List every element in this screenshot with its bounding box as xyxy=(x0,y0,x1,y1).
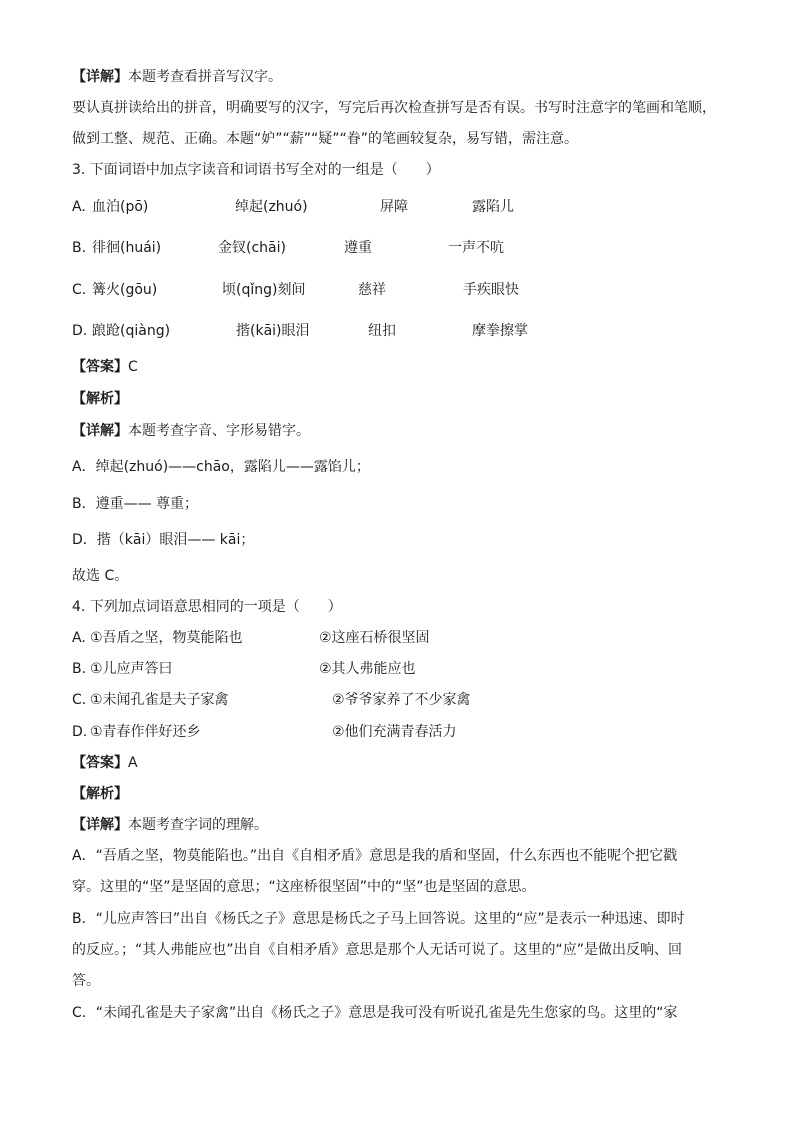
option-first: ①吾盾之坚，物莫能陷也 xyxy=(90,630,243,646)
option-item: 踉跄(qiàng) xyxy=(92,323,171,339)
detail-text: 本题考查字词的理解。 xyxy=(128,817,268,833)
detail-text: 本题考查字音、字形易错字。 xyxy=(128,423,310,439)
q3-stem: 3. 下面词语中加点字读音和词语书写全对的一组是（ ） xyxy=(72,162,440,178)
option-item: 金钗(chāi) xyxy=(218,240,286,256)
option-first: ①未闻孔雀是夫子家禽 xyxy=(90,692,229,708)
option-first: ①儿应声答曰 xyxy=(90,661,173,677)
option-item: 遵重 xyxy=(344,240,372,256)
q2-detail-line xyxy=(72,67,282,87)
q2-detail-text: 本题考查看拼音写汉字。 xyxy=(128,69,282,85)
option-first: ①青春作伴好还乡 xyxy=(90,724,201,740)
option-item: 纽扣 xyxy=(368,323,396,339)
option-item: 徘徊(huái) xyxy=(92,240,162,256)
option-label: B. xyxy=(72,240,87,256)
q4-detail-line xyxy=(72,815,268,835)
option-item: 一声不吭 xyxy=(448,240,504,256)
option-item: 屏障 xyxy=(380,199,408,215)
answer-value: A xyxy=(128,755,138,771)
q4-explanation-line: 穿。这里的“坚”是坚固的意思；“这座桥很坚固”中的“坚”也是坚固的意思。 xyxy=(72,879,536,895)
detail-label: 【详解】 xyxy=(72,423,128,439)
q4-explanation-line: 的反应。；“其人弗能应也”出自《自相矛盾》意思是那个人无话可说了。这里的“应”是做出反响、回 xyxy=(72,942,683,958)
option-item: 绰起(zhuó) xyxy=(235,199,308,215)
q3-detail-line xyxy=(72,421,310,441)
q2-paragraph-line: 做到工整、规范、正确。本题“妒”“薪”“疑”“眷”的笔画较复杂，易写错，需注意。 xyxy=(72,131,579,147)
option-label: D. xyxy=(72,323,88,339)
q2-paragraph-line: 要认真拼读给出的拼音，明确要写的汉字，写完后再次检查拼写是否有误。书写时注意字的笔画和笔顺， xyxy=(72,100,716,116)
option-item: 摩拳擦掌 xyxy=(472,323,528,339)
option-second: ②爷爷家养了不少家禽 xyxy=(332,692,471,708)
option-label: C. xyxy=(72,282,87,298)
q3-note: D．揩（kāi）眼泪—— kāi； xyxy=(72,532,255,548)
option-item: 顷(qǐng)刻间 xyxy=(222,282,306,298)
option-label: A. xyxy=(72,630,86,646)
option-item: 血泊(pō) xyxy=(92,199,149,215)
q3-note: A．绰起(zhuó)——chāo，露陷儿——露馅儿； xyxy=(72,459,370,475)
detail-label: 【详解】 xyxy=(72,817,128,833)
q4-explanation-line: A．“吾盾之坚，物莫能陷也。”出自《自相矛盾》意思是我的盾和坚固，什么东西也不能呢个把它戳 xyxy=(72,848,678,864)
option-label: B. xyxy=(72,661,87,677)
option-second: ②他们充满青春活力 xyxy=(332,724,457,740)
q2-detail-label: 【详解】 xyxy=(72,69,128,85)
q4-answer xyxy=(72,753,138,773)
option-second: ②这座石桥很坚固 xyxy=(319,630,430,646)
option-item: 手疾眼快 xyxy=(463,282,519,298)
option-item: 揩(kāi)眼泪 xyxy=(236,323,310,339)
q4-stem: 4. 下列加点词语意思相同的一项是（ ） xyxy=(72,599,342,615)
q4-explanation-line: B．“儿应声答曰”出自《杨氏之子》意思是杨氏之子马上回答说。这里的“应”是表示一种迅速、即时 xyxy=(72,911,685,927)
q3-answer xyxy=(72,357,138,377)
option-item: 慈祥 xyxy=(358,282,386,298)
answer-label: 【答案】 xyxy=(72,359,128,375)
q3-analysis-label: 【解析】 xyxy=(72,391,128,407)
q3-note: B．遵重—— 尊重； xyxy=(72,496,199,512)
option-label: D. xyxy=(72,724,88,740)
option-item: 篝火(gōu) xyxy=(92,282,158,298)
q4-explanation-line: 答。 xyxy=(72,973,100,989)
q3-conclusion: 故选 C。 xyxy=(72,568,129,584)
option-label: A. xyxy=(72,199,86,215)
q4-explanation-line: C．“未闻孔雀是夫子家禽”出自《杨氏之子》意思是我可没有听说孔雀是先生您家的鸟。这里的“家 xyxy=(72,1005,678,1021)
answer-value: C xyxy=(128,359,138,375)
option-item: 露陷儿 xyxy=(472,199,514,215)
option-label: C. xyxy=(72,692,87,708)
q4-analysis-label: 【解析】 xyxy=(72,786,128,802)
answer-label: 【答案】 xyxy=(72,755,128,771)
option-second: ②其人弗能应也 xyxy=(319,661,416,677)
